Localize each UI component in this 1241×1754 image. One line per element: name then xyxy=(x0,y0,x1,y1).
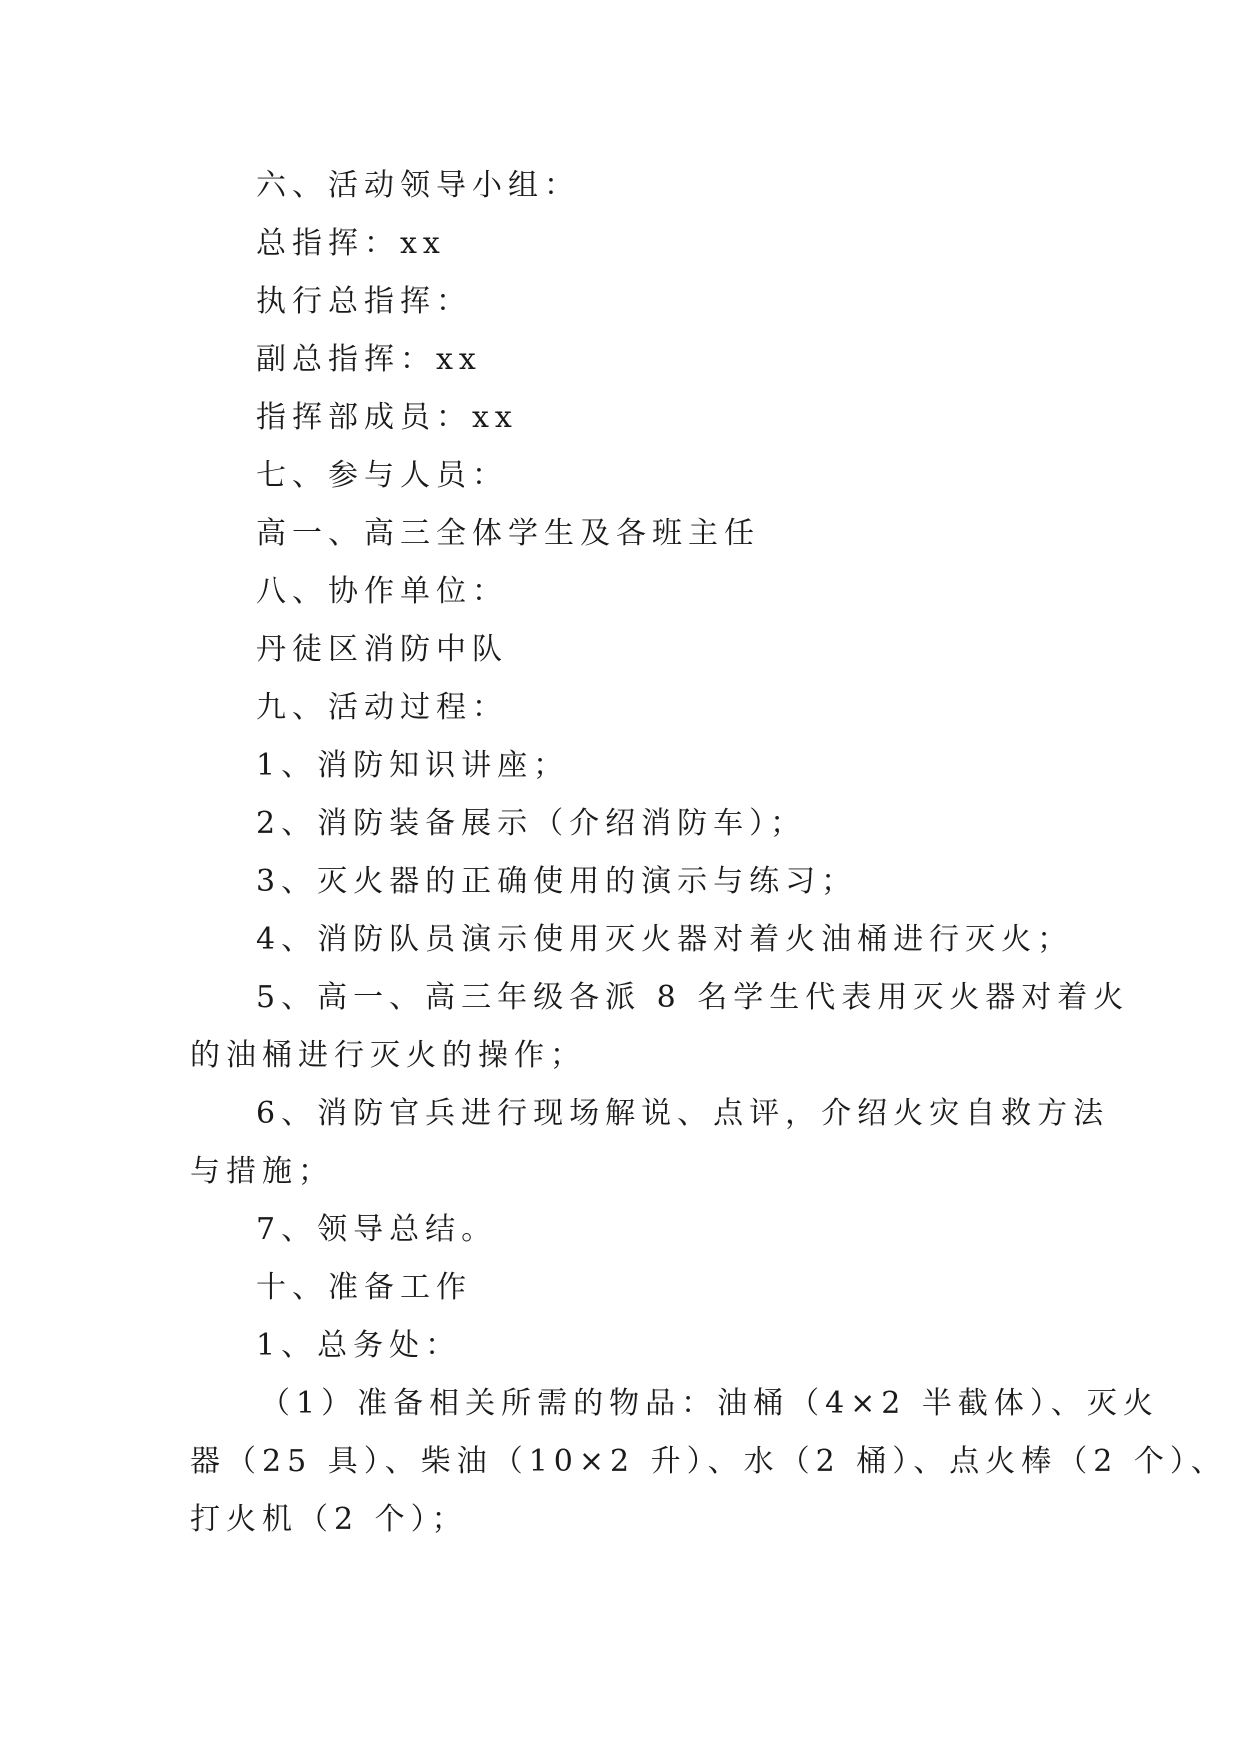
paragraph-line: 指挥部成员：xx xyxy=(256,400,518,435)
list-item-continuation: 的油桶进行灭火的操作； xyxy=(190,1038,586,1073)
list-item: 6、消防官兵进行现场解说、点评，介绍火灾自救方法 xyxy=(256,1096,1110,1131)
section-heading-preparation: 十、准备工作 xyxy=(256,1270,472,1305)
section-heading-cooperation: 八、协作单位： xyxy=(256,574,508,609)
paragraph-line: 执行总指挥： xyxy=(256,284,472,319)
sub-list-item-continuation: 器（25 具）、柴油（10×2 升）、水（2 桶）、点火棒（2 个）、 xyxy=(190,1444,1227,1479)
list-item: 5、高一、高三年级各派 8 名学生代表用灭火器对着火 xyxy=(256,980,1130,1015)
paragraph-line: 总指挥：xx xyxy=(256,226,446,261)
sub-list-item: （1）准备相关所需的物品：油桶（4×2 半截体）、灭火 xyxy=(260,1386,1159,1421)
list-item: 3、灭火器的正确使用的演示与练习； xyxy=(256,864,858,899)
sub-list-item-continuation: 打火机（2 个）； xyxy=(190,1502,468,1537)
list-item: 4、消防队员演示使用灭火器对着火油桶进行灭火； xyxy=(256,922,1074,957)
list-item: 7、领导总结。 xyxy=(256,1212,498,1247)
list-item-continuation: 与措施； xyxy=(190,1154,334,1189)
section-heading-process: 九、活动过程： xyxy=(256,690,508,725)
paragraph-line: 丹徒区消防中队 xyxy=(256,632,508,667)
document-body xyxy=(190,157,1227,1549)
list-item: 1、消防知识讲座； xyxy=(256,748,570,783)
paragraph-line: 高一、高三全体学生及各班主任 xyxy=(256,516,760,551)
list-item: 2、消防装备展示（介绍消防车）； xyxy=(256,806,807,841)
section-heading-participants: 七、参与人员： xyxy=(256,458,508,493)
paragraph-line: 副总指挥：xx xyxy=(256,342,482,377)
list-item: 1、总务处： xyxy=(256,1328,462,1363)
section-heading-leadership: 六、活动领导小组： xyxy=(256,168,580,203)
